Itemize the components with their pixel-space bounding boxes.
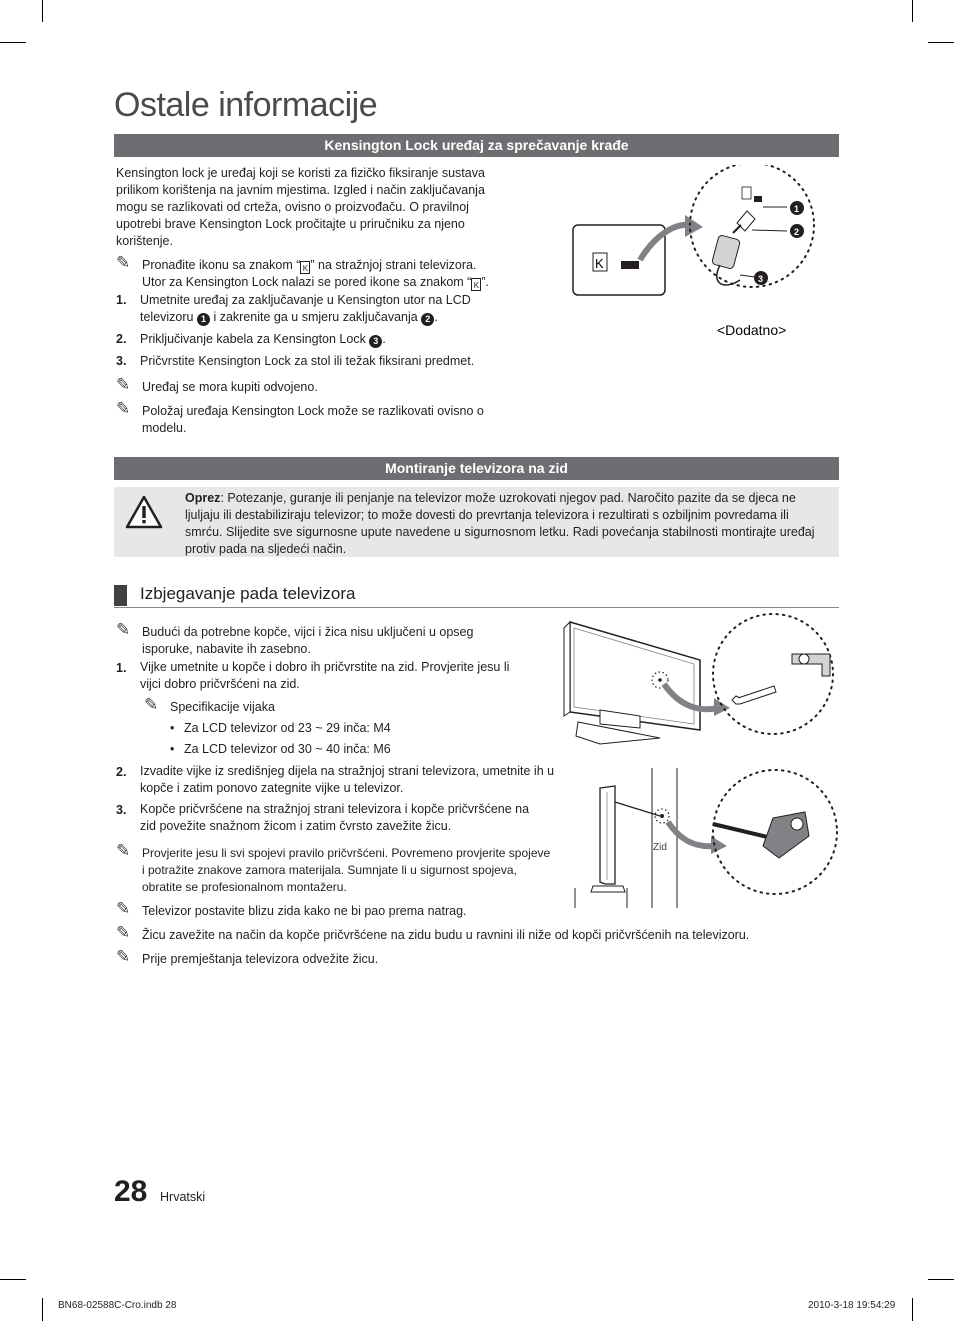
step-line: Umetnite uređaj za zaključavanje u Kensington utor na LCD (140, 293, 471, 307)
bullet-icon: • (170, 742, 175, 756)
k-letter: K (595, 256, 604, 271)
page-number: 28 (114, 1175, 148, 1208)
step-part: i zakrenite ga u smjeru zaključavanja (213, 310, 418, 324)
intro-line: korištenje. (116, 234, 173, 248)
pencil-icon: ✎ (116, 399, 131, 418)
pencil-icon: ✎ (116, 923, 131, 942)
step-number: 1. (116, 661, 127, 675)
warning-part: : Potezanje, guranje ili penjanje na televizor može uzrokovati njegov pad. Naročito pazite da se djeca ne (220, 491, 796, 505)
step-number: 2. (116, 765, 127, 779)
note-line: Provjerite jesu li svi spojevi pravilo pričvršćeni. Povremeno provjerite spojeve (142, 846, 551, 860)
note-screw-spec (144, 695, 444, 716)
crop-mark (928, 42, 954, 43)
note-find-icon (116, 253, 536, 291)
intro-line: mogu se razlikovati od crteža, ovisno o proizvođaču. O pravilnoj (116, 200, 469, 214)
note-text: Specifikacije vijaka (170, 700, 275, 714)
circle-number-2: 2 (794, 227, 800, 237)
note-line: isporuke, nabavite ih zasebno. (142, 642, 311, 656)
note-purchase (116, 375, 536, 396)
pencil-icon: ✎ (116, 253, 131, 272)
crop-mark (0, 1279, 26, 1280)
crop-mark (42, 0, 43, 22)
page-language: Hrvatski (160, 1190, 206, 1204)
note-position (116, 399, 536, 437)
crop-mark (912, 0, 913, 22)
note-check-connections (116, 841, 566, 896)
note-line: Budući da potrebne kopče, vijci i žica nisu uključeni u opseg (142, 625, 474, 639)
note-text: Prije premještanja televizora odvežite žicu. (142, 952, 379, 966)
wall-step-2 (140, 763, 570, 797)
step-part: Priključivanje kabela za Kensington Lock (140, 332, 366, 346)
footer-timestamp: 2010-3-18 19:54:29 (808, 1300, 896, 1311)
circle-number-3: 3 (758, 274, 764, 284)
step-line: Izvadite vijke iz središnjeg dijela na stražnjoj strani televizora, umetnite ih u (140, 764, 555, 778)
step-number: 1. (116, 293, 127, 307)
tv-back-figure (560, 612, 842, 747)
warning-text (185, 490, 835, 558)
step-line: Vijke umetnite u kopče i dobro ih pričvrstite na zid. Provjerite jesu li (140, 660, 510, 674)
warning-line: ljuljaju ili destabiliziraju televizor; to može dovesti do prevrtanja televizora i rezultirati s ozbiljnim povredama ili (185, 508, 789, 522)
step-line: zid povežite snažnom žicom i zatim čvrsto zavežite žicu. (140, 819, 452, 833)
footer-file: BN68-02588C-Cro.indb 28 (58, 1300, 177, 1311)
pencil-icon: ✎ (116, 375, 131, 394)
note-text (142, 624, 542, 658)
step-part: . (434, 310, 438, 324)
pencil-icon: ✎ (144, 695, 159, 714)
pencil-icon: ✎ (116, 947, 131, 966)
step-part: televizoru (140, 310, 194, 324)
figure-caption: <Dodatno> (717, 322, 787, 338)
crop-mark (0, 42, 26, 43)
section-header-wall-mount: Montiranje televizora na zid (114, 457, 839, 480)
crop-mark (42, 1298, 43, 1321)
circle-number-1: 1 (197, 313, 210, 326)
kensington-intro (116, 165, 506, 250)
note-part: ” na stražnjoj strani televizora. (310, 258, 477, 272)
note-line: i potražite znakove zamora materijala. Sumnjate li u sigurnost spojeva, (142, 863, 517, 877)
crop-mark (928, 1279, 954, 1280)
warning-label: Oprez (185, 491, 221, 505)
warning-line: smrću. Slijedite sve sigurnosne upute navedene u sigurnosnom letku. Radi povećanja stabilnosti montirajte uređaj (185, 525, 815, 539)
warning-triangle-icon (125, 495, 163, 529)
note-purchase-parts (116, 620, 536, 658)
pencil-icon: ✎ (116, 620, 131, 639)
bullet-icon: • (170, 721, 175, 735)
intro-line: upotrebi brave Kensington Lock pročitajte u priručniku za njeno (116, 217, 465, 231)
step-line (140, 309, 520, 326)
page-title: Ostale informacije (114, 86, 378, 124)
kensington-icon: K (471, 278, 481, 291)
circle-number-2: 2 (421, 313, 434, 326)
subsection-header (114, 583, 839, 608)
note-line: modelu. (142, 421, 187, 435)
crop-mark (912, 1298, 913, 1321)
note-untie-wire (116, 947, 716, 968)
note-text: Uređaj se mora kupiti odvojeno. (142, 380, 318, 394)
note-text: Televizor postavite blizu zida kako ne bi pao prema natrag. (142, 904, 467, 918)
note-line: obratite se profesionalnom montažeru. (142, 880, 347, 894)
circle-number-1: 1 (794, 204, 800, 214)
step-line: vijci dobro pričvršćeni na zid. (140, 677, 300, 691)
step-line: kopče i zatim ponovo zategnite vijke u televizor. (140, 781, 404, 795)
note-line (142, 274, 542, 291)
circle-number-3: 3 (369, 335, 382, 348)
section-marker (114, 585, 127, 606)
tv-wall-figure (565, 762, 840, 912)
note-tie-wire (116, 923, 816, 944)
section-header-kensington: Kensington Lock uređaj za sprečavanje krađe (114, 134, 839, 157)
step-3-text: Pričvrstite Kensington Lock za stol ili težak fiksirani predmet. (140, 354, 475, 368)
pencil-icon: ✎ (116, 841, 131, 860)
note-part: Pronađite ikonu sa znakom “ (142, 258, 301, 272)
note-text: Žicu zavežite na način da kopče pričvršćene na zidu budu u ravnini ili niže od kopči pričvršćenih na televizoru. (142, 928, 750, 942)
wall-step-1 (140, 659, 540, 693)
note-line: Položaj uređaja Kensington Lock može se razlikovati ovisno o (142, 404, 484, 418)
wall-step-3 (140, 801, 570, 835)
intro-line: Kensington lock je uređaj koji se koristi za fizičko fiksiranje sustava (116, 166, 485, 180)
step-number: 2. (116, 332, 127, 346)
pencil-icon: ✎ (116, 899, 131, 918)
step-line: Kopče pričvršćene na stražnjoj strani televizora i kopče pričvršćene na (140, 802, 530, 816)
step-2-text (140, 331, 520, 348)
note-text (142, 257, 542, 291)
step-part: . (382, 332, 386, 346)
note-line (142, 257, 542, 274)
note-part: ”. (481, 275, 489, 289)
note-part: Utor za Kensington Lock nalazi se pored ikone sa znakom “ (142, 275, 472, 289)
warning-line (185, 490, 835, 507)
note-text (142, 403, 542, 437)
kensington-figure (565, 165, 845, 345)
subsection-title: Izbjegavanje pada televizora (140, 584, 356, 603)
step-number: 3. (116, 803, 127, 817)
warning-line: protiv pada na sljedeći način. (185, 542, 347, 556)
step-1-text (140, 292, 520, 326)
spec-item: Za LCD televizor od 30 ~ 40 inča: M6 (184, 742, 391, 756)
spec-item: Za LCD televizor od 23 ~ 29 inča: M4 (184, 721, 391, 735)
wall-label: Zid (653, 842, 667, 853)
intro-line: prilikom korištenja na javnim mjestima. Izgled i način zaključavanja (116, 183, 485, 197)
note-text (142, 845, 572, 896)
step-number: 3. (116, 354, 127, 368)
kensington-icon: K (300, 261, 310, 274)
